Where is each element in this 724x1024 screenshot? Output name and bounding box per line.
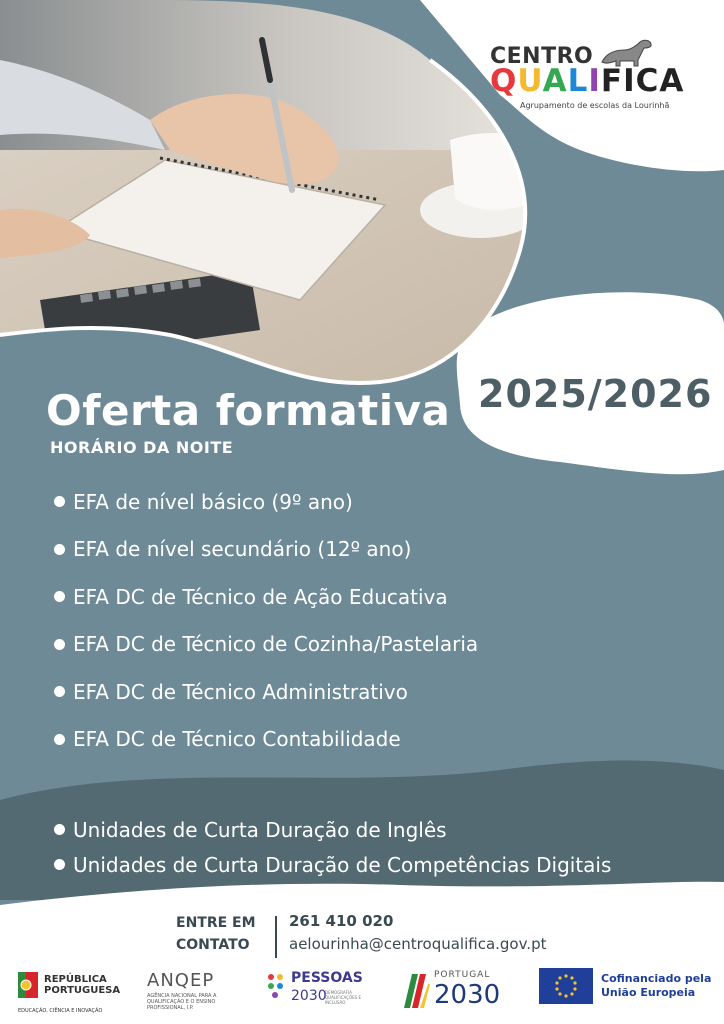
bullet-icon bbox=[54, 496, 65, 507]
list-item: EFA DC de Técnico Administrativo bbox=[54, 668, 478, 716]
logo-centro: CENTRO bbox=[490, 44, 594, 69]
contact-divider bbox=[275, 916, 277, 958]
school-year: 2025/2026 bbox=[478, 372, 713, 416]
contact-email[interactable]: aelourinha@centroqualifica.gov.pt bbox=[289, 935, 547, 953]
course-list bbox=[54, 478, 478, 763]
bullet-icon bbox=[54, 544, 65, 555]
bullet-icon bbox=[54, 824, 65, 835]
eu-cofinanced-logo: Cofinanciado pela União Europeia bbox=[539, 968, 719, 1008]
logo-subtitle: Agrupamento de escolas da Lourinhã bbox=[520, 101, 670, 110]
anqep-logo: ANQEP AGÊNCIA NACIONAL PARA A QUALIFICAÇÃO E O ENSINO PROFISSIONAL, I.P. bbox=[147, 970, 217, 1011]
list-item: EFA de nível básico (9º ano) bbox=[54, 478, 478, 526]
republica-emblem-icon bbox=[18, 972, 38, 998]
portugal-2030-logo: PORTUGAL 2030 bbox=[404, 968, 514, 1018]
centro-qualifica-logo bbox=[488, 34, 688, 114]
list-item: EFA DC de Técnico Contabilidade bbox=[54, 716, 478, 764]
list-item: Unidades de Curta Duração de Inglês bbox=[54, 812, 611, 847]
list-item: EFA DC de Técnico de Ação Educativa bbox=[54, 573, 478, 621]
logo-qualifica: QUALIFICA bbox=[490, 63, 685, 99]
bullet-icon bbox=[54, 591, 65, 602]
portugal-2030-mark-icon bbox=[404, 974, 430, 1008]
bullet-icon bbox=[54, 639, 65, 650]
list-item: Unidades de Curta Duração de Competências Digitais bbox=[54, 847, 611, 882]
contact-label: ENTRE EM CONTATO bbox=[176, 915, 256, 953]
list-item: EFA de nível secundário (12º ano) bbox=[54, 526, 478, 574]
footer-logos bbox=[0, 962, 724, 1024]
contact-phone[interactable]: 261 410 020 bbox=[289, 912, 394, 930]
republica-portuguesa-logo: REPÚBLICA PORTUGUESA EDUCAÇÃO, CIÊNCIA E INOVAÇÃO bbox=[18, 974, 121, 1014]
page-title: Oferta formativa bbox=[46, 386, 451, 435]
pessoas-2030-logo: PESSOAS 2030 DEMOGRAFIA QUALIFICAÇÕES E INCLUSÃO bbox=[265, 970, 375, 1016]
short-units-list bbox=[54, 812, 611, 882]
eu-flag-icon bbox=[539, 968, 593, 1004]
pessoas-dots-icon bbox=[265, 972, 287, 1000]
bullet-icon bbox=[54, 734, 65, 745]
bullet-icon bbox=[54, 686, 65, 697]
list-item: EFA DC de Técnico de Cozinha/Pastelaria bbox=[54, 621, 478, 669]
bullet-icon bbox=[54, 859, 65, 870]
schedule-subtitle: HORÁRIO DA NOITE bbox=[50, 438, 234, 457]
